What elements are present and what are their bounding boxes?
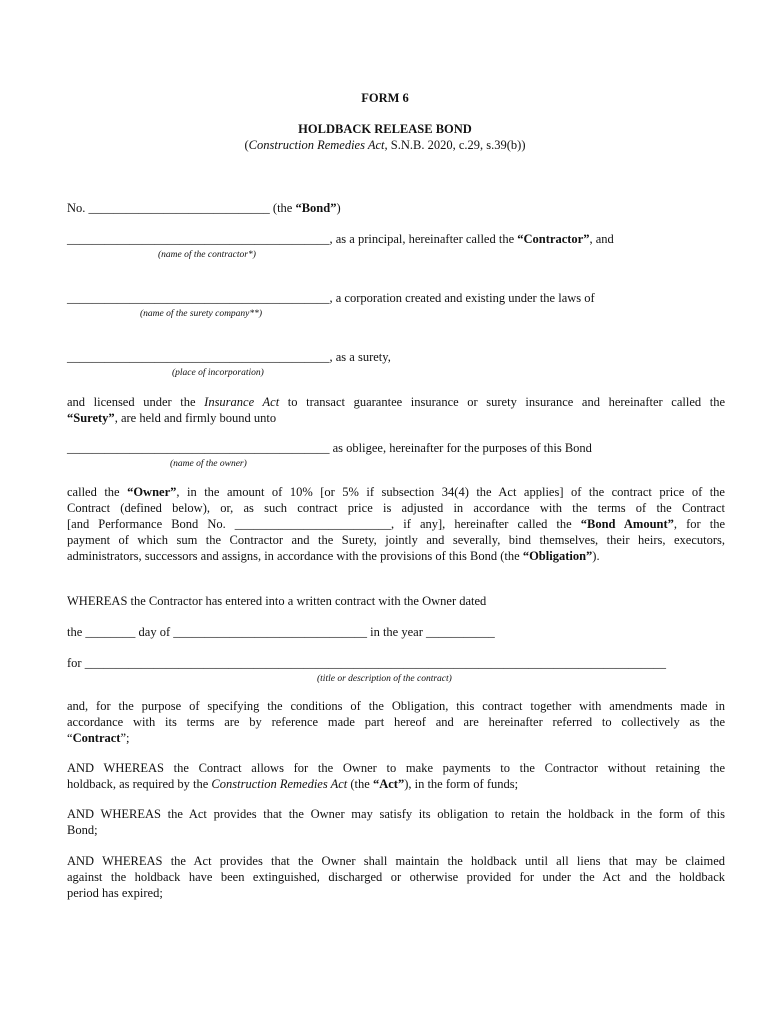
contractor-line: __________________________________________, as a principal, hereinafter called the “Contractor”, and [67, 232, 614, 246]
contract-date-line: the ________ day of _______________________________ in the year ___________ [67, 625, 495, 639]
obligee-line: __________________________________________ as obligee, hereinafter for the purposes of this Bond [67, 441, 592, 455]
contract-title-line: for _____________________________________________________________________________________________ [67, 656, 666, 670]
incorporation-line: __________________________________________, as a surety, [67, 350, 391, 364]
contractor-caption: (name of the contractor*) [158, 250, 256, 260]
surety-company-caption: (name of the surety company**) [140, 309, 263, 319]
owner-paragraph: called the “Owner”, in the amount of 10% [or 5% if subsection 34(4) the Act applies] of the contract price of the Contract (defined below), or, as such contract price is adjusted in accordance with the terms of the Contract [and Performance Bond No. _________________________, if any], hereinafter called the “Bond Amount”, for the payment of which sum the Contractor and the Surety, jointly and severally, bind themselves, their heirs, executors, administrators, successors and assigns, in accordance with the provisions of this Bond (the “Obligation”). [67, 485, 725, 563]
surety-company-line: __________________________________________, a corporation created and existing under the laws of [67, 291, 595, 305]
contract-definition-paragraph: and, for the purpose of specifying the conditions of the Obligation, this contract together with amendments made in accordance with its terms are by reference made part hereof and are hereinafter referred to collectively as the “Contract”; [67, 699, 725, 745]
whereas-payments-paragraph: AND WHEREAS the Contract allows for the Owner to make payments to the Contractor without retaining the holdback, as required by the Construction Remedies Act (the “Act”), in the form of funds; [67, 761, 725, 791]
form-subtitle: (Construction Remedies Act, S.N.B. 2020, c.29, s.39(b)) [244, 138, 526, 152]
obligee-caption: (name of the owner) [170, 459, 247, 469]
licensed-paragraph: and licensed under the Insurance Act to transact guarantee insurance or surety insurance and hereinafter called the “Surety”, are held and firmly bound unto [67, 395, 726, 425]
contract-title-caption: (title or description of the contract) [317, 674, 452, 684]
form-title: HOLDBACK RELEASE BOND [298, 122, 472, 136]
whereas-maintain-paragraph: AND WHEREAS the Act provides that the Owner shall maintain the holdback until all liens that may be claimed against the holdback have been extinguished, discharged or otherwise provided for under the Act and the holdback period has expired; [67, 854, 725, 900]
incorporation-caption: (place of incorporation) [172, 368, 264, 378]
bond-number-line: No. _____________________________ (the “Bond”) [67, 201, 341, 215]
whereas-satisfy-paragraph: AND WHEREAS the Act provides that the Owner may satisfy its obligation to retain the holdback in the form of this Bond; [67, 807, 725, 837]
whereas-contract-dated: WHEREAS the Contractor has entered into a written contract with the Owner dated [67, 594, 487, 608]
form-number: FORM 6 [361, 91, 409, 105]
